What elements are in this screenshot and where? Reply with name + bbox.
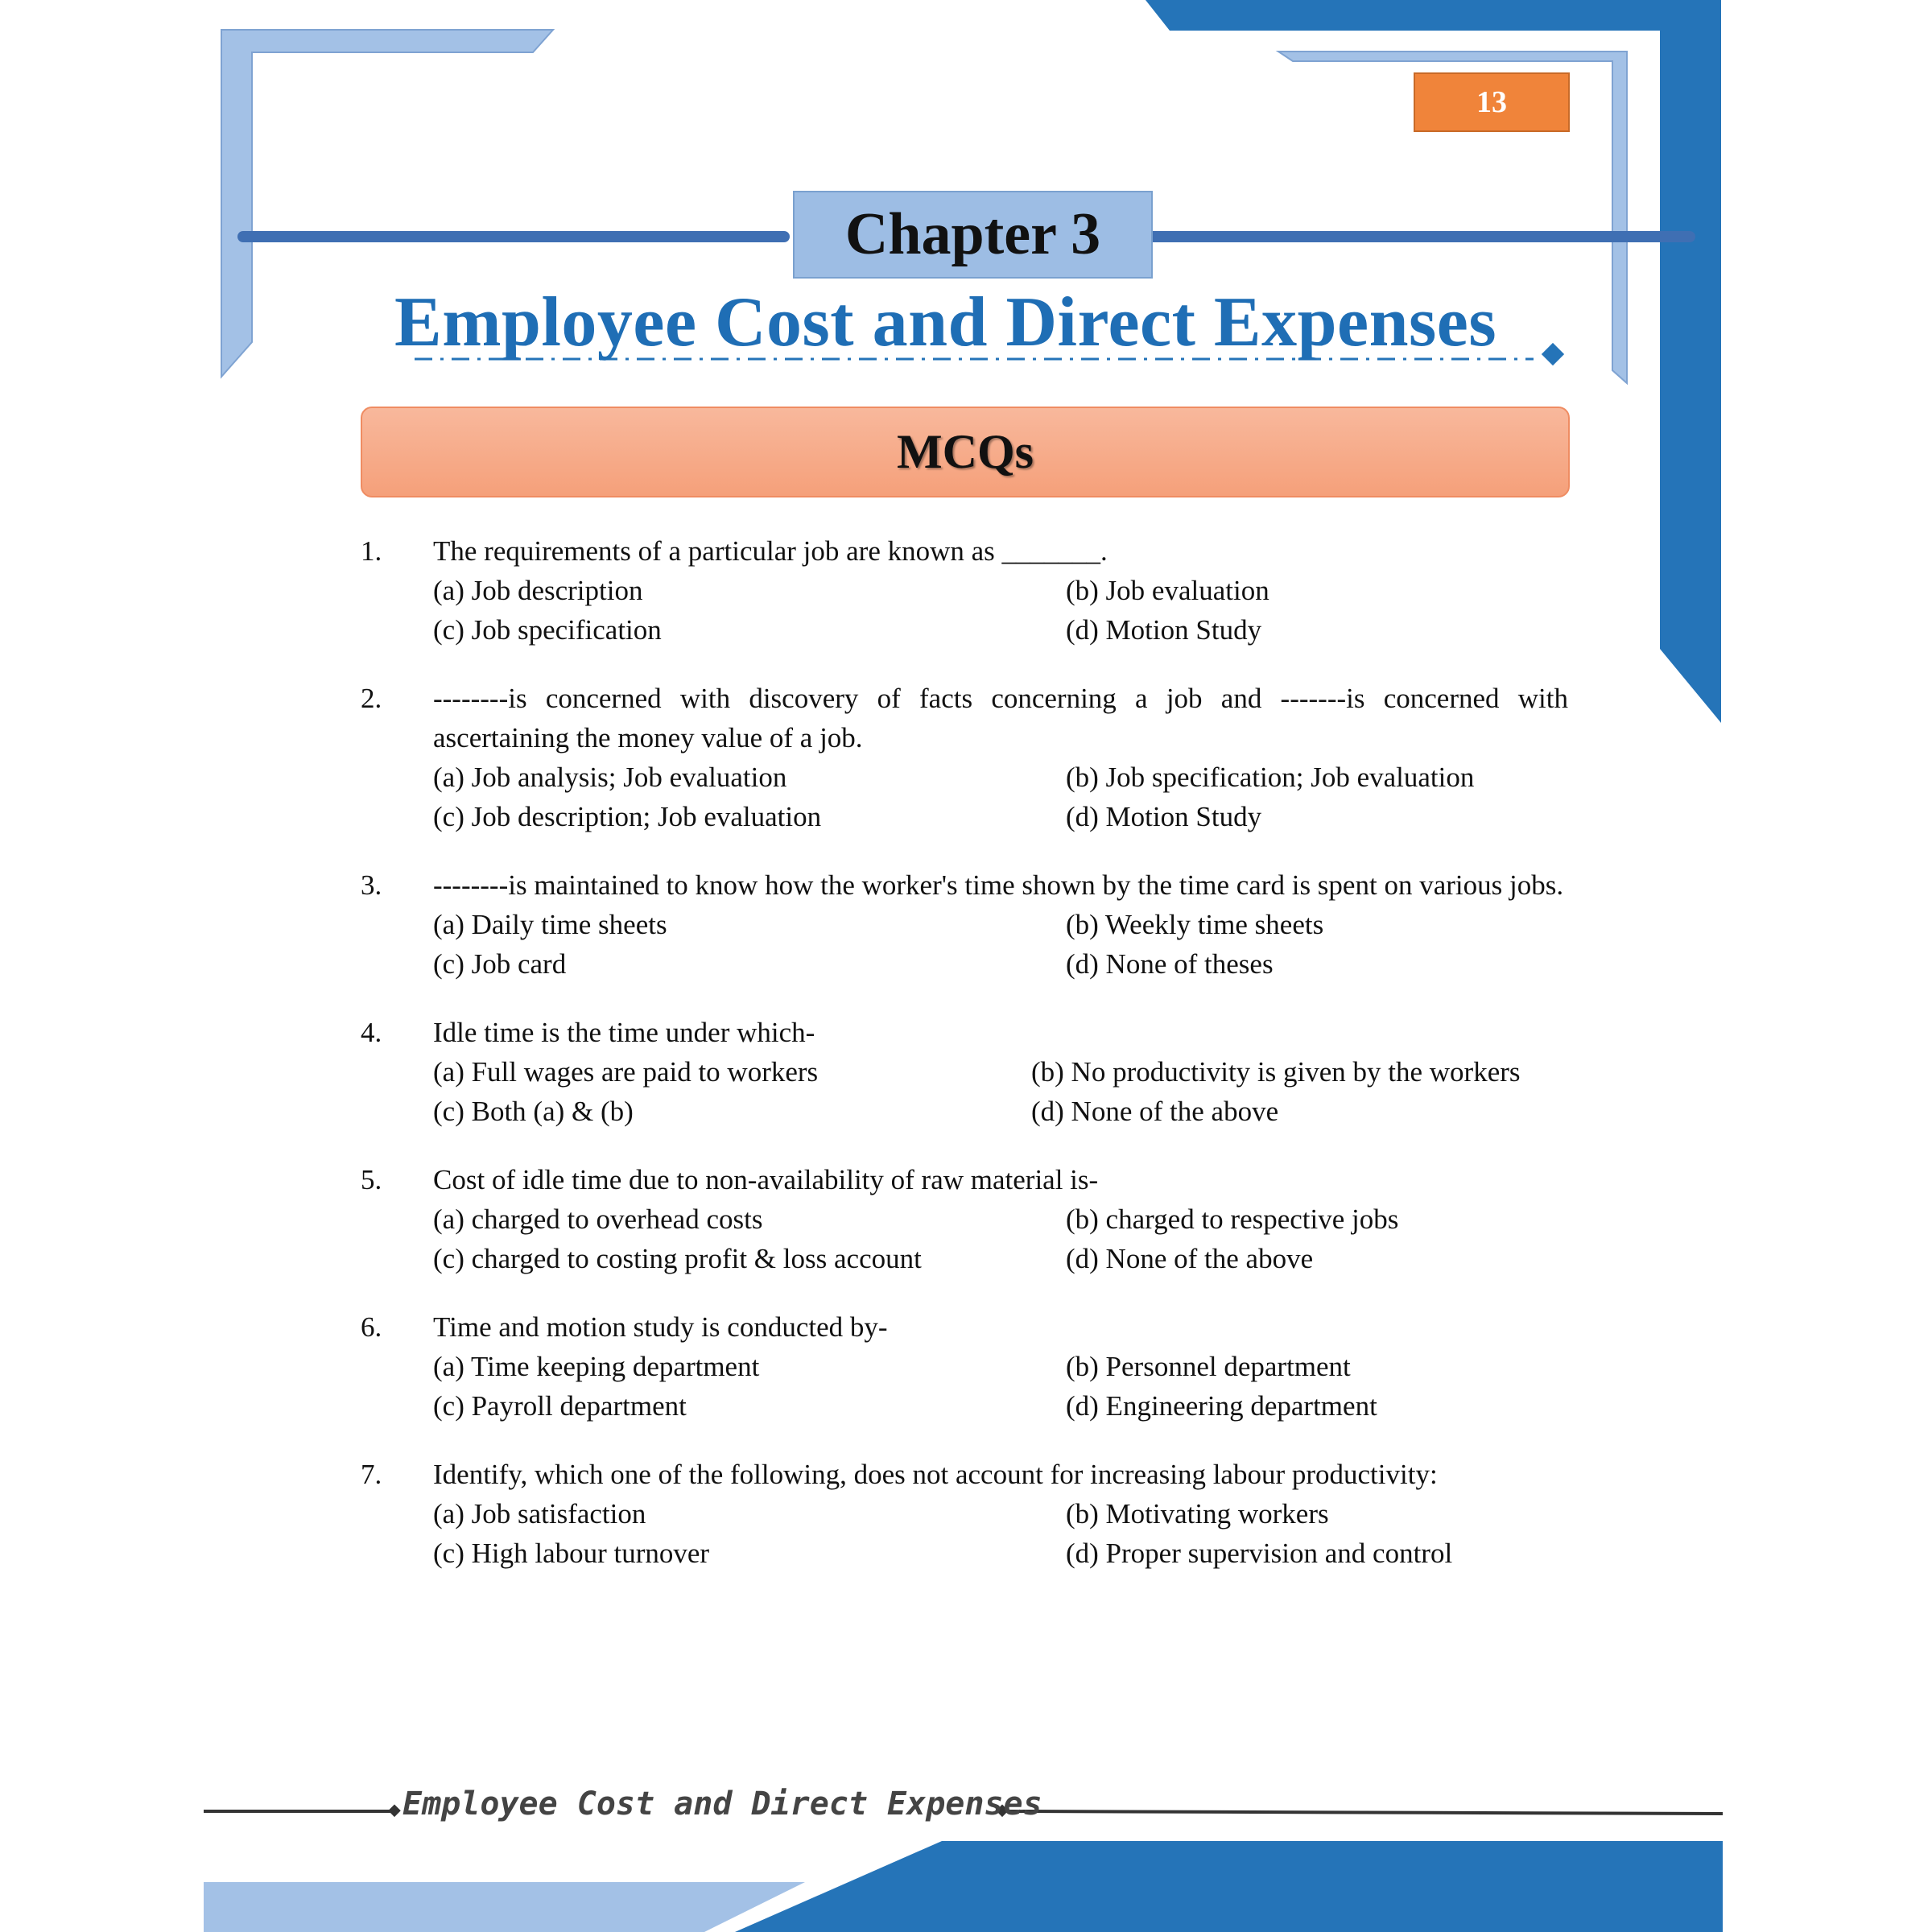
- option-grid: [433, 1052, 1568, 1131]
- page-number: 13: [1414, 72, 1570, 132]
- option-grid: [433, 1494, 1568, 1573]
- chapter-label: Chapter 3: [793, 191, 1153, 279]
- option-a: (a) Time keeping department: [433, 1351, 760, 1382]
- question-2: [361, 679, 1568, 836]
- option-d: (d) None of the above: [1031, 1096, 1279, 1127]
- question-stem: --------is maintained to know how the worker's time shown by the time card is spent on various jobs.: [433, 869, 1564, 901]
- question-number: 3.: [361, 869, 382, 901]
- question-list: [361, 531, 1568, 1602]
- question-7: [361, 1455, 1568, 1573]
- question-number: 2.: [361, 683, 382, 714]
- bottom-light-band: [204, 1882, 805, 1932]
- option-c: (c) Job specification: [433, 614, 662, 646]
- option-b: (b) Personnel department: [1066, 1351, 1351, 1382]
- question-5: [361, 1160, 1568, 1278]
- question-3: [361, 865, 1568, 984]
- option-b: (b) charged to respective jobs: [1066, 1203, 1399, 1235]
- footer-running-title: Employee Cost and Direct Expenses: [402, 1785, 1042, 1823]
- option-d: (d) None of the above: [1066, 1243, 1314, 1274]
- question-number: 1.: [361, 535, 382, 567]
- question-stem: Cost of idle time due to non-availability of raw material is-: [433, 1164, 1099, 1195]
- option-b: (b) Motivating workers: [1066, 1498, 1329, 1530]
- question-number: 5.: [361, 1164, 382, 1195]
- option-a: (a) Daily time sheets: [433, 909, 667, 940]
- option-a: (a) Job analysis; Job evaluation: [433, 762, 787, 793]
- option-a: (a) Full wages are paid to workers: [433, 1056, 819, 1088]
- option-d: (d) Motion Study: [1066, 801, 1262, 832]
- question-4: [361, 1013, 1568, 1131]
- option-grid: [433, 1347, 1568, 1426]
- option-b: (b) Weekly time sheets: [1066, 909, 1324, 940]
- option-c: (c) Both (a) & (b): [433, 1096, 634, 1127]
- footer-line-right: [1008, 1811, 1723, 1814]
- question-stem: --------is concerned with discovery of facts concerning a job and -------is concerned with ascertaining the money value of a job.: [433, 683, 1568, 753]
- option-d: (d) Motion Study: [1066, 614, 1262, 646]
- question-stem: The requirements of a particular job are known as _______.: [433, 535, 1108, 567]
- question-number: 7.: [361, 1459, 382, 1490]
- option-grid: [433, 571, 1568, 650]
- question-number: 4.: [361, 1017, 382, 1048]
- option-d: (d) Proper supervision and control: [1066, 1538, 1453, 1569]
- question-number: 6.: [361, 1311, 382, 1343]
- question-6: [361, 1307, 1568, 1426]
- question-1: [361, 531, 1568, 650]
- option-c: (c) Job card: [433, 948, 567, 980]
- chapter-bar-left: [237, 231, 790, 242]
- question-stem: Identify, which one of the following, does not account for increasing labour productivity:: [433, 1459, 1438, 1490]
- chapter-bar-right: [1146, 231, 1695, 242]
- bottom-blue-band: [735, 1841, 1723, 1932]
- question-stem: Idle time is the time under which-: [433, 1017, 815, 1048]
- option-a: (a) charged to overhead costs: [433, 1203, 763, 1235]
- option-grid: [433, 905, 1568, 984]
- option-d: (d) Engineering department: [1066, 1390, 1377, 1422]
- option-grid: [433, 758, 1568, 836]
- option-b: (b) Job specification; Job evaluation: [1066, 762, 1475, 793]
- chapter-title: Employee Cost and Direct Expenses: [394, 283, 1497, 361]
- option-c: (c) Job description; Job evaluation: [433, 801, 822, 832]
- option-d: (d) None of theses: [1066, 948, 1274, 980]
- question-stem: Time and motion study is conducted by-: [433, 1311, 888, 1343]
- option-b: (b) No productivity is given by the workers: [1031, 1056, 1521, 1088]
- option-c: (c) Payroll department: [433, 1390, 687, 1422]
- footer-diamond-left: [388, 1805, 401, 1818]
- option-grid: [433, 1199, 1568, 1278]
- section-banner: MCQs: [361, 407, 1570, 497]
- option-c: (c) High labour turnover: [433, 1538, 710, 1569]
- option-b: (b) Job evaluation: [1066, 575, 1269, 606]
- option-a: (a) Job description: [433, 575, 643, 606]
- option-c: (c) charged to costing profit & loss account: [433, 1243, 922, 1274]
- option-a: (a) Job satisfaction: [433, 1498, 646, 1530]
